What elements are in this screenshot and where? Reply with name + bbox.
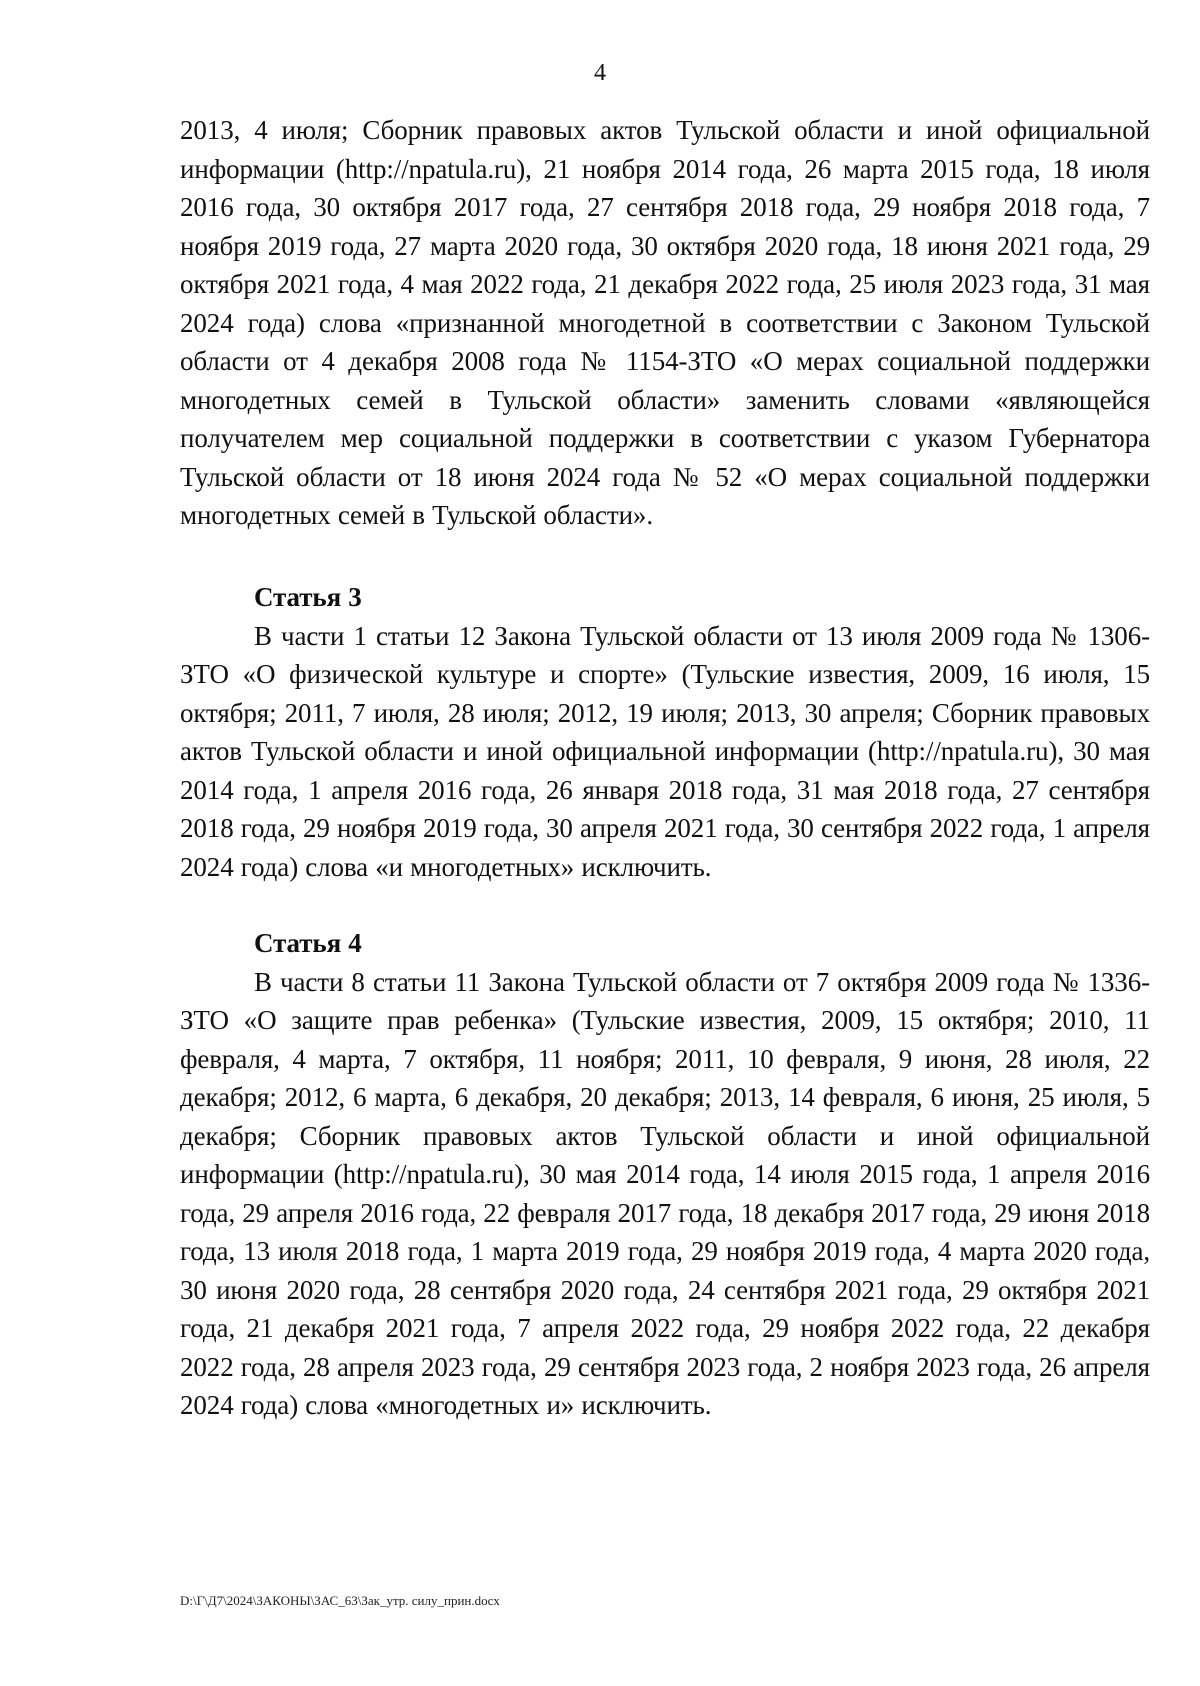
intro-section	[180, 111, 1150, 535]
article-3-heading: Статья 3	[254, 582, 362, 612]
article-4-section	[180, 924, 1150, 1425]
page-number: 4	[594, 60, 606, 86]
article-3-section	[180, 578, 1150, 886]
article-4-heading: Статья 4	[254, 928, 362, 958]
intro-paragraph: 2013, 4 июля; Сборник правовых актов Тульской области и иной официальной информации (http://npatula.ru), 21 ноября 2014 года, 26 марта 2015 года, 18 июля 2016 года, 30 октября 2017 года, 27 сентября 2018 года, 29 ноября 2018 года, 7 ноября 2019 года, 27 марта 2020 года, 30 октября 2020 года, 18 июня 2021 года, 29 октября 2021 года, 4 мая 2022 года, 21 декабря 2022 года, 25 июля 2023 года, 31 мая 2024 года) слова «признанной многодетной в соответствии с Законом Тульской области от 4 декабря 2008 года № 1154-ЗТО «О мерах социальной поддержки многодетных семей в Тульской области» заменить словами «являющейся получателем мер социальной поддержки в соответствии с указом Губернатора Тульской области от 18 июня 2024 года № 52 «О мерах социальной поддержки многодетных семей в Тульской области».	[180, 115, 1150, 530]
footer-file-path: D:\Г\Д7\2024\ЗАКОНЫ\ЗАС_63\Зак_утр. силу_прин.docx	[180, 1593, 500, 1608]
article-3-text: В части 1 статьи 12 Закона Тульской области от 13 июля 2009 года № 1306-ЗТО «О физической культуре и спорте» (Тульские известия, 2009, 16 июля, 15 октября; 2011, 7 июля, 28 июля; 2012, 19 июля; 2013, 30 апреля; Сборник правовых актов Тульской области и иной официальной информации (http://npatula.ru), 30 мая 2014 года, 1 апреля 2016 года, 26 января 2018 года, 31 мая 2018 года, 27 сентября 2018 года, 29 ноября 2019 года, 30 апреля 2021 года, 30 сентября 2022 года, 1 апреля 2024 года) слова «и многодетных» исключить.	[180, 620, 1150, 882]
article-4-text: В части 8 статьи 11 Закона Тульской области от 7 октября 2009 года № 1336-ЗТО «О защите прав ребенка» (Тульские известия, 2009, 15 октября; 2010, 11 февраля, 4 марта, 7 октября, 11 ноября; 2011, 10 февраля, 9 июня, 28 июля, 22 декабря; 2012, 6 марта, 6 декабря, 20 декабря; 2013, 14 февраля, 6 июня, 25 июля, 5 декабря; Сборник правовых актов Тульской области и иной официальной информации (http://npatula.ru), 30 мая 2014 года, 14 июля 2015 года, 1 апреля 2016 года, 29 апреля 2016 года, 22 февраля 2017 года, 18 декабря 2017 года, 29 июня 2018 года, 13 июля 2018 года, 1 марта 2019 года, 29 ноября 2019 года, 4 марта 2020 года, 30 июня 2020 года, 28 сентября 2020 года, 24 сентября 2021 года, 29 октября 2021 года, 21 декабря 2021 года, 7 апреля 2022 года, 29 ноября 2022 года, 22 декабря 2022 года, 28 апреля 2023 года, 29 сентября 2023 года, 2 ноября 2023 года, 26 апреля 2024 года) слова «многодетных и» исключить.	[180, 966, 1150, 1420]
